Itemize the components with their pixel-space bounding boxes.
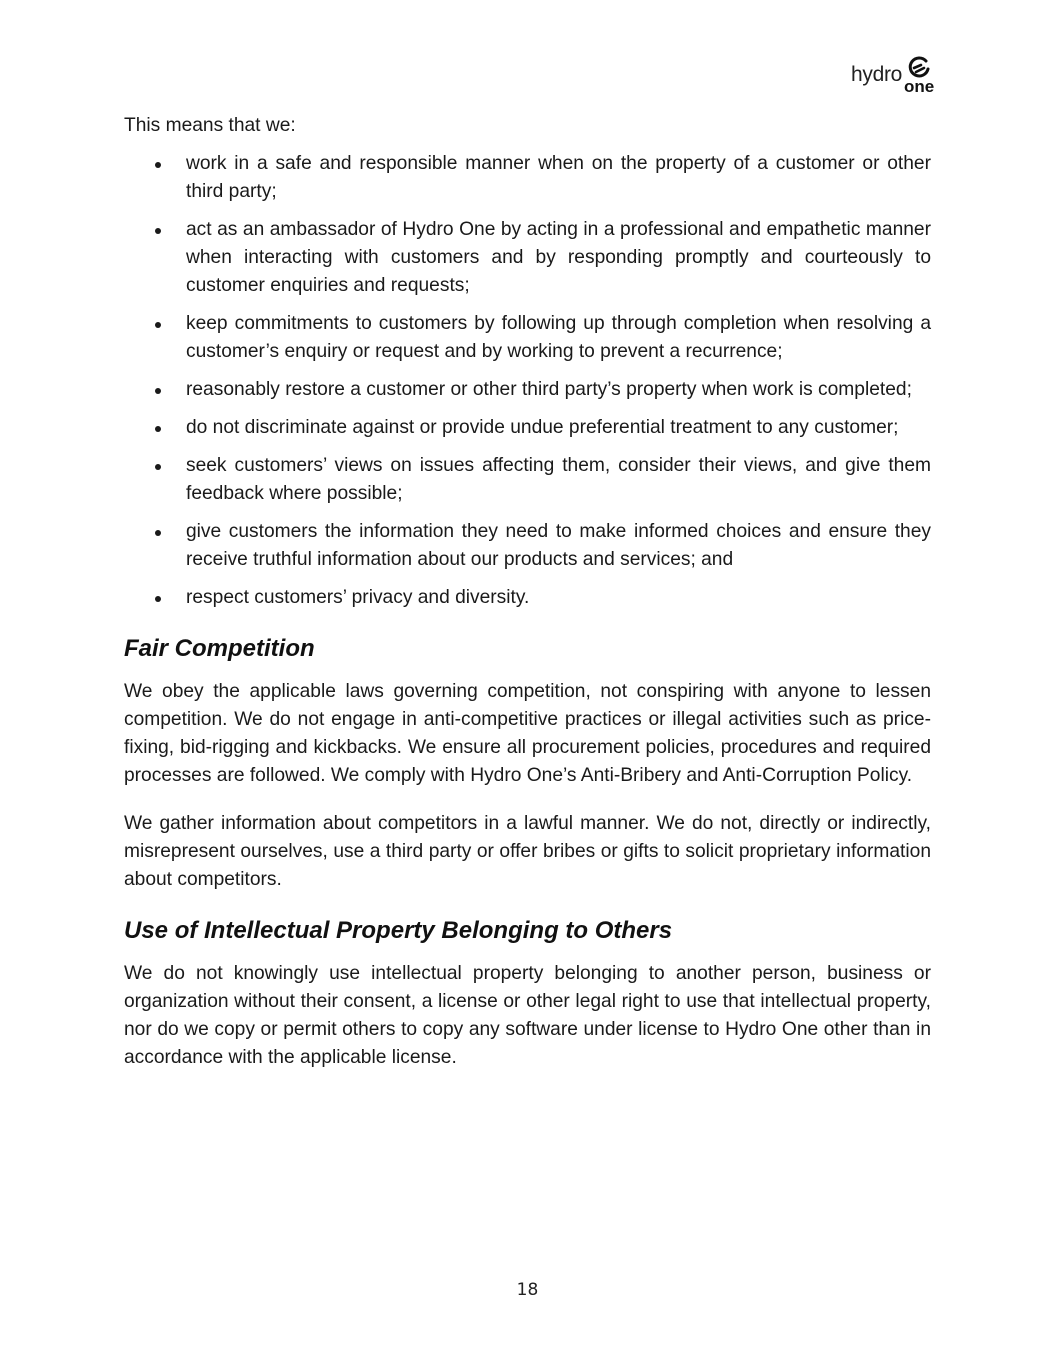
intro-text: This means that we: [124,115,296,136]
bullet-icon [155,388,161,394]
list-item-text: act as an ambassador of Hydro One by acting in a professional and empathetic manner when interacting with customers and by responding promptly and courteously to customer enquiries and requests; [186,219,931,296]
hydro-one-logo [851,56,935,100]
logo-hydro-text: hydro [851,63,903,86]
commitments-list [124,150,931,612]
list-item [124,414,931,442]
bullet-icon [155,530,161,536]
list-item-text: respect customers’ privacy and diversity. [186,587,530,608]
list-item [124,452,931,508]
list-item [124,216,931,300]
intellectual-property-heading: Use of Intellectual Property Belonging to Others [124,917,673,944]
bullet-icon [155,162,161,168]
bullet-icon [155,322,161,328]
list-item [124,376,931,404]
list-item-text: keep commitments to customers by following up through completion when resolving a customer’s enquiry or request and by working to prevent a recurrence; [186,313,931,362]
list-item [124,310,931,366]
list-item [124,150,931,206]
document-body [124,112,931,1092]
bullet-icon [155,426,161,432]
list-item-text: reasonably restore a customer or other third party’s property when work is completed; [186,379,912,400]
list-item-text: work in a safe and responsible manner when on the property of a customer or other third party; [186,153,931,202]
list-item-text: give customers the information they need to make informed choices and ensure they receive truthful information about our products and services; and [186,521,931,570]
list-item [124,584,931,612]
bullet-icon [155,464,161,470]
fair-competition-heading: Fair Competition [124,635,315,662]
logo-one-text: one [904,77,935,96]
bullet-icon [155,228,161,234]
fair-competition-paragraph-1: We obey the applicable laws governing competition, not conspiring with anyone to lessen competition. We do not engage in anti-competitive practices or illegal activities such as price-fixing, bid-rigging and kickbacks. We ensure all procurement policies, procedures and required processes are followed. We comply with Hydro One’s Anti-Bribery and Anti-Corruption Policy. [124,681,931,786]
list-item-text: seek customers’ views on issues affecting them, consider their views, and give them feedback where possible; [186,455,931,504]
bullet-icon [155,596,161,602]
page-number: 18 [516,1280,539,1300]
fair-competition-paragraph-2: We gather information about competitors in a lawful manner. We do not, directly or indirectly, misrepresent ourselves, use a third party or offer bribes or gifts to solicit proprietary information about competitors. [124,813,931,890]
list-item [124,518,931,574]
list-item-text: do not discriminate against or provide undue preferential treatment to any customer; [186,417,899,438]
intellectual-property-paragraph: We do not knowingly use intellectual property belonging to another person, business or organization without their consent, a license or other legal right to use that intellectual property, nor do we copy or permit others to copy any software under license to Hydro One other than in accordance with the applicable license. [124,963,931,1068]
